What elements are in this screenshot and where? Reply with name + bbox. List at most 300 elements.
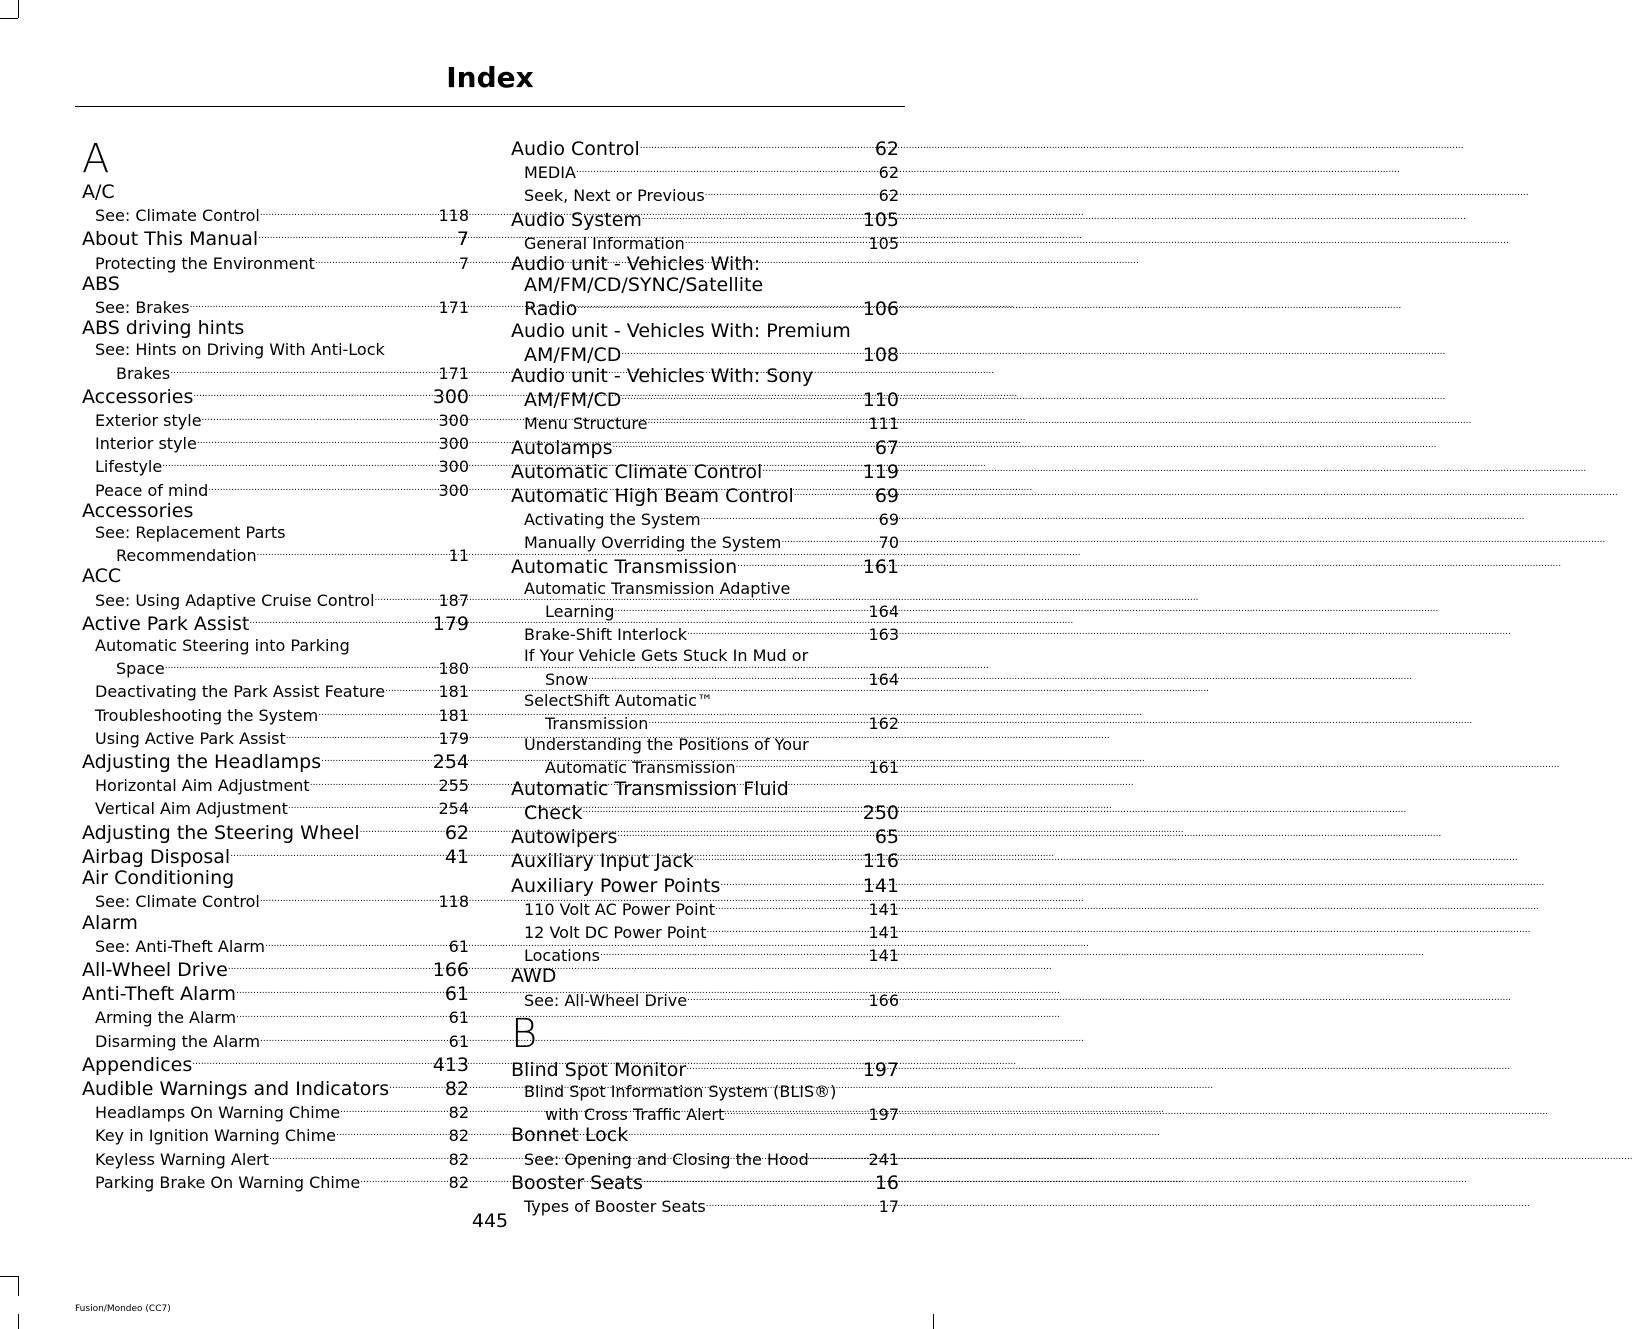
dot-leader	[385, 679, 438, 700]
dot-leader	[202, 408, 439, 429]
entry-page-number: 300	[438, 434, 469, 454]
entry-label: Booster Seats	[511, 1171, 643, 1194]
entry-page-number: 164	[868, 669, 899, 689]
index-subentry	[82, 1147, 469, 1170]
index-subentry: Automatic Steering into Parking	[95, 636, 350, 656]
dot-leader	[228, 957, 433, 978]
dot-leader	[809, 1147, 869, 1168]
entry-label: Anti-Theft Alarm	[82, 983, 236, 1006]
entry-page-number: 241	[868, 1149, 899, 1169]
index-entry	[511, 873, 899, 897]
entry-label: Using Active Park Assist	[95, 728, 286, 748]
entry-label: Learning	[545, 602, 615, 622]
entry-label: See: Opening and Closing the Hood	[524, 1149, 809, 1169]
index-entry	[82, 1076, 469, 1100]
entry-page-number: 300	[438, 457, 469, 477]
index-heading: A/C	[82, 181, 115, 203]
dot-leader	[360, 1170, 448, 1191]
entry-label: See: Anti-Theft Alarm	[95, 936, 265, 956]
dot-leader	[315, 251, 459, 272]
entry-page-number: 119	[862, 460, 899, 483]
index-subentry	[82, 588, 469, 611]
entry-page-number: 171	[438, 363, 469, 383]
index-subentry	[82, 1029, 469, 1052]
entry-page-number: 118	[438, 892, 469, 912]
index-entry	[511, 136, 899, 160]
index-entry	[82, 957, 469, 981]
entry-page-number: 82	[448, 1126, 469, 1146]
dot-leader	[647, 411, 868, 432]
index-heading: AM/FM/CD/SYNC/Satellite	[524, 274, 764, 297]
entry-page-number: 41	[444, 845, 469, 868]
entry-label: See: Climate Control	[95, 892, 260, 912]
index-subentry: Blind Spot Information System (BLIS®)	[524, 1081, 837, 1101]
index-subentry	[82, 408, 469, 431]
entry-page-number: 62	[874, 138, 899, 160]
dot-leader	[360, 820, 445, 841]
entry-label: Space	[116, 659, 165, 679]
entry-page-number: 166	[868, 990, 899, 1010]
index-entry	[82, 820, 469, 844]
dot-leader	[694, 848, 863, 869]
entry-page-number: 70	[878, 533, 899, 553]
dot-leader	[648, 711, 868, 732]
entry-page-number: 255	[438, 776, 469, 796]
index-subentry	[82, 543, 469, 566]
dot-leader	[577, 296, 862, 317]
index-subentry	[82, 295, 469, 318]
entry-label: Lifestyle	[95, 457, 163, 477]
index-subentry: See: Replacement Parts	[95, 523, 286, 543]
entry-label: Transmission	[545, 714, 649, 734]
entry-page-number: 181	[438, 705, 469, 725]
entry-label: Locations	[524, 946, 601, 966]
entry-label: Airbag Disposal	[82, 845, 231, 868]
dot-leader	[588, 667, 868, 688]
entry-label: Recommendation	[116, 546, 257, 566]
index-entry	[511, 483, 899, 507]
index-subentry	[511, 755, 899, 778]
entry-label: Parking Brake On Warning Chime	[95, 1172, 361, 1192]
index-subentry	[82, 478, 469, 501]
dot-leader	[762, 459, 862, 480]
entry-label: Radio	[524, 298, 578, 321]
dot-leader	[336, 1123, 449, 1144]
entry-page-number: 164	[868, 602, 899, 622]
entry-page-number: 69	[878, 510, 899, 530]
index-entry	[511, 207, 899, 231]
entry-label: Troubleshooting the System	[95, 705, 319, 725]
section-letter: A	[82, 136, 110, 182]
entry-label: Brakes	[116, 363, 171, 383]
entry-label: Keyless Warning Alert	[95, 1149, 270, 1169]
index-subentry: Understanding the Positions of Your	[524, 735, 809, 755]
entry-label: Adjusting the Headlamps	[82, 751, 322, 774]
entry-page-number: 300	[432, 385, 469, 408]
footer-model: Fusion/Mondeo (CC7)	[75, 1304, 171, 1314]
entry-label: About This Manual	[82, 228, 259, 251]
dot-leader	[621, 387, 862, 408]
entry-page-number: 106	[862, 298, 899, 321]
dot-leader	[724, 1102, 868, 1123]
entry-page-number: 82	[448, 1149, 469, 1169]
entry-label: Auxiliary Input Jack	[511, 850, 694, 873]
dot-leader	[642, 207, 863, 228]
entry-label: Interior style	[95, 434, 197, 454]
entry-label: Audio System	[511, 208, 642, 231]
index-subentry	[82, 934, 469, 957]
entry-page-number: 181	[438, 682, 469, 702]
dot-leader	[265, 934, 449, 955]
index-subentry	[82, 773, 469, 796]
dot-leader	[736, 755, 869, 776]
index-subentry	[511, 988, 899, 1011]
dot-leader	[318, 703, 438, 724]
dot-leader	[576, 160, 879, 181]
dot-leader	[193, 384, 432, 405]
entry-page-number: 300	[438, 480, 469, 500]
index-heading: Air Conditioning	[82, 867, 235, 890]
entry-page-number: 171	[438, 298, 469, 318]
dot-leader	[165, 656, 439, 677]
index-subentry	[82, 1170, 469, 1193]
dot-leader	[614, 599, 868, 620]
entry-label: All-Wheel Drive	[82, 958, 228, 981]
index-heading: Automatic Transmission Fluid	[511, 777, 789, 800]
dot-leader	[707, 920, 869, 941]
dot-leader	[236, 1005, 449, 1026]
index-subentry	[82, 726, 469, 749]
index-subentry	[82, 361, 469, 384]
dot-leader	[321, 749, 433, 770]
dot-leader	[310, 773, 439, 794]
entry-label: Deactivating the Park Assist Feature	[95, 682, 386, 702]
entry-page-number: 110	[862, 389, 899, 412]
index-subentry	[511, 231, 899, 254]
dot-leader	[640, 136, 875, 157]
index-subentry: SelectShift Automatic™	[524, 690, 713, 710]
dot-leader	[269, 1147, 449, 1168]
index-subentry: Automatic Transmission Adaptive	[524, 578, 791, 598]
index-subentry	[82, 889, 469, 912]
dot-leader	[170, 361, 438, 382]
entry-label: Accessories	[82, 385, 194, 408]
section-letter: B	[511, 1010, 538, 1057]
entry-label: Headlamps On Warning Chime	[95, 1103, 341, 1123]
entry-page-number: 187	[438, 590, 469, 610]
entry-page-number: 141	[868, 899, 899, 919]
entry-page-number: 17	[878, 1196, 899, 1216]
index-heading: ACC	[82, 565, 122, 588]
entry-label: Manually Overriding the System	[524, 533, 782, 553]
entry-label: Check	[524, 801, 583, 824]
entry-label: Autowipers	[511, 826, 618, 849]
entry-page-number: 197	[862, 1058, 899, 1081]
entry-page-number: 61	[444, 983, 469, 1006]
page-title: Index	[446, 61, 534, 94]
entry-page-number: 62	[878, 163, 899, 183]
entry-label: AM/FM/CD	[524, 343, 622, 366]
entry-label: Activating the System	[524, 510, 701, 530]
crop-mark	[18, 1314, 19, 1329]
index-entry	[511, 459, 899, 483]
index-subentry	[511, 1147, 899, 1170]
entry-page-number: 116	[862, 850, 899, 873]
index-subentry	[511, 711, 899, 734]
entry-page-number: 61	[448, 1008, 469, 1028]
index-entry	[82, 844, 469, 868]
entry-page-number: 82	[448, 1172, 469, 1192]
entry-page-number: 179	[438, 728, 469, 748]
dot-leader	[258, 226, 457, 247]
entry-page-number: 7	[458, 253, 469, 273]
dot-leader	[260, 203, 439, 224]
entry-page-number: 7	[456, 228, 469, 251]
entry-label: Horizontal Aim Adjustment	[95, 776, 310, 796]
dot-leader	[236, 981, 445, 1002]
crop-mark	[0, 1276, 18, 1277]
dot-leader	[621, 342, 862, 363]
index-subentry	[511, 411, 899, 434]
index-entry	[82, 981, 469, 1005]
index-entry	[82, 384, 469, 408]
index-entry	[82, 1052, 469, 1076]
dot-leader	[686, 1057, 863, 1078]
index-subentry	[82, 1005, 469, 1028]
entry-page-number: 11	[448, 546, 469, 566]
entry-label: Automatic Climate Control	[511, 460, 763, 483]
dot-leader	[288, 796, 439, 817]
entry-label: AM/FM/CD	[524, 389, 622, 412]
index-entry	[511, 387, 899, 411]
entry-label: Adjusting the Steering Wheel	[82, 821, 360, 844]
entry-label: See: Brakes	[95, 298, 190, 318]
entry-page-number: 179	[432, 612, 469, 635]
entry-page-number: 141	[862, 874, 899, 897]
entry-page-number: 162	[868, 714, 899, 734]
index-subentry	[511, 1102, 899, 1125]
dot-leader	[687, 622, 868, 643]
dot-leader	[257, 543, 449, 564]
entry-page-number: 69	[874, 485, 899, 508]
dot-leader	[600, 943, 868, 964]
dot-leader	[375, 588, 439, 609]
page-number: 445	[471, 1210, 509, 1232]
index-column-right	[511, 136, 899, 1217]
index-entry	[511, 824, 899, 848]
index-subentry	[82, 203, 469, 226]
entry-label: Vertical Aim Adjustment	[95, 799, 288, 819]
index-heading: ABS	[82, 272, 120, 295]
entry-label: 110 Volt AC Power Point	[524, 899, 716, 919]
entry-label: Protecting the Environment	[95, 253, 315, 273]
index-subentry	[82, 796, 469, 819]
dot-leader	[781, 530, 878, 551]
entry-page-number: 166	[432, 958, 469, 981]
index-subentry	[82, 679, 469, 702]
entry-page-number: 250	[862, 801, 899, 824]
index-subentry	[511, 943, 899, 966]
index-subentry	[82, 1100, 469, 1123]
index-column-left	[82, 136, 469, 1193]
dot-leader	[249, 611, 432, 632]
index-subentry: If Your Vehicle Gets Stuck In Mud or	[524, 646, 809, 666]
dot-leader	[208, 478, 438, 499]
index-subentry	[511, 160, 899, 183]
entry-label: Autolamps	[511, 436, 613, 459]
dot-leader	[715, 897, 868, 918]
index-entry	[511, 1170, 899, 1194]
index-heading: Alarm	[82, 911, 138, 934]
entry-label: Peace of mind	[95, 480, 209, 500]
entry-label: Types of Booster Seats	[524, 1196, 706, 1216]
dot-leader	[286, 726, 439, 747]
entry-page-number: 254	[438, 799, 469, 819]
index-subentry	[82, 703, 469, 726]
crop-mark	[18, 0, 19, 18]
dot-leader	[389, 1076, 445, 1097]
dot-leader	[701, 507, 879, 528]
dot-leader	[794, 483, 875, 504]
dot-leader	[197, 431, 439, 452]
index-heading: Accessories	[82, 499, 194, 522]
entry-label: Brake-Shift Interlock	[524, 625, 687, 645]
entry-label: Key in Ignition Warning Chime	[95, 1126, 337, 1146]
crop-mark	[0, 18, 18, 19]
index-heading: Audio unit - Vehicles With:	[511, 253, 761, 276]
entry-page-number: 300	[438, 411, 469, 431]
entry-page-number: 82	[448, 1103, 469, 1123]
index-subentry	[511, 622, 899, 645]
dot-leader	[260, 889, 439, 910]
entry-page-number: 16	[874, 1171, 899, 1194]
dot-leader	[687, 988, 868, 1009]
index-subentry	[82, 251, 469, 274]
dot-leader	[613, 435, 875, 456]
index-subentry	[82, 656, 469, 679]
entry-label: Seek, Next or Previous	[524, 186, 705, 206]
entry-page-number: 105	[862, 208, 899, 231]
index-heading: Audio unit - Vehicles With: Premium	[511, 319, 851, 342]
index-heading: ABS driving hints	[82, 317, 245, 340]
entry-label: Arming the Alarm	[95, 1008, 237, 1028]
entry-page-number: 141	[868, 922, 899, 942]
entry-page-number: 65	[874, 826, 899, 849]
index-subentry	[82, 431, 469, 454]
index-subentry	[511, 920, 899, 943]
entry-label: Disarming the Alarm	[95, 1031, 261, 1051]
entry-page-number: 61	[448, 1031, 469, 1051]
dot-leader	[260, 1029, 449, 1050]
entry-page-number: 413	[432, 1053, 469, 1076]
entry-page-number: 180	[438, 659, 469, 679]
entry-label: See: Climate Control	[95, 206, 260, 226]
entry-page-number: 105	[868, 233, 899, 253]
entry-label: General Information	[524, 233, 685, 253]
index-subentry	[511, 530, 899, 553]
index-subentry	[82, 454, 469, 477]
entry-label: Exterior style	[95, 411, 202, 431]
entry-page-number: 254	[432, 751, 469, 774]
index-entry	[511, 435, 899, 459]
entry-page-number: 197	[868, 1105, 899, 1125]
index-heading: Bonnet Lock	[511, 1124, 629, 1147]
dot-leader	[617, 824, 874, 845]
entry-label: Menu Structure	[524, 414, 648, 434]
entry-label: 12 Volt DC Power Point	[524, 922, 707, 942]
entry-label: Audio Control	[511, 138, 640, 160]
entry-label: Appendices	[82, 1053, 193, 1076]
index-entry	[511, 554, 899, 578]
entry-page-number: 62	[878, 186, 899, 206]
index-entry	[82, 749, 469, 773]
index-entry	[82, 226, 469, 250]
dot-leader	[737, 554, 863, 575]
entry-label: Automatic Transmission	[545, 758, 736, 778]
entry-label: Blind Spot Monitor	[511, 1058, 687, 1081]
entry-label: Automatic High Beam Control	[511, 485, 794, 508]
dot-leader	[162, 454, 438, 475]
crop-mark	[18, 1276, 19, 1296]
entry-label: See: All-Wheel Drive	[524, 990, 688, 1010]
entry-label: MEDIA	[524, 163, 576, 183]
dot-leader	[685, 231, 869, 252]
index-entry	[82, 611, 469, 635]
dot-leader	[705, 183, 879, 204]
entry-page-number: 161	[868, 758, 899, 778]
index-subentry	[511, 599, 899, 622]
entry-page-number: 67	[874, 436, 899, 459]
dot-leader	[340, 1100, 449, 1121]
entry-page-number: 108	[862, 343, 899, 366]
dot-leader	[643, 1170, 875, 1191]
entry-label: Active Park Assist	[82, 612, 250, 635]
entry-label: with Cross Traffic Alert	[545, 1105, 725, 1125]
index-subentry	[82, 1123, 469, 1146]
index-entry	[511, 800, 899, 824]
entry-page-number: 62	[444, 821, 469, 844]
index-subentry	[511, 897, 899, 920]
crop-mark	[933, 1314, 934, 1329]
entry-label: Auxiliary Power Points	[511, 874, 721, 897]
index-subentry	[511, 507, 899, 530]
entry-label: Automatic Transmission	[511, 555, 738, 578]
index-subentry	[511, 667, 899, 690]
dot-leader	[190, 295, 439, 316]
index-subentry	[511, 183, 899, 206]
entry-label: Snow	[545, 669, 589, 689]
dot-leader	[192, 1052, 433, 1073]
entry-label: Audible Warnings and Indicators	[82, 1077, 390, 1100]
entry-page-number: 111	[868, 414, 899, 434]
entry-page-number: 82	[444, 1077, 469, 1100]
index-entry	[511, 1057, 899, 1081]
dot-leader	[720, 873, 862, 894]
index-subentry: See: Hints on Driving With Anti-Lock	[95, 340, 385, 360]
index-entry	[511, 848, 899, 872]
index-heading: Audio unit - Vehicles With: Sony	[511, 365, 814, 388]
index-entry	[511, 342, 899, 366]
index-entry	[511, 296, 899, 320]
entry-page-number: 118	[438, 206, 469, 226]
entry-page-number: 141	[868, 946, 899, 966]
dot-leader	[582, 800, 862, 821]
index-heading: AWD	[511, 965, 557, 988]
dot-leader	[230, 844, 445, 865]
title-rule	[75, 106, 905, 107]
entry-page-number: 161	[862, 555, 899, 578]
entry-page-number: 163	[868, 625, 899, 645]
